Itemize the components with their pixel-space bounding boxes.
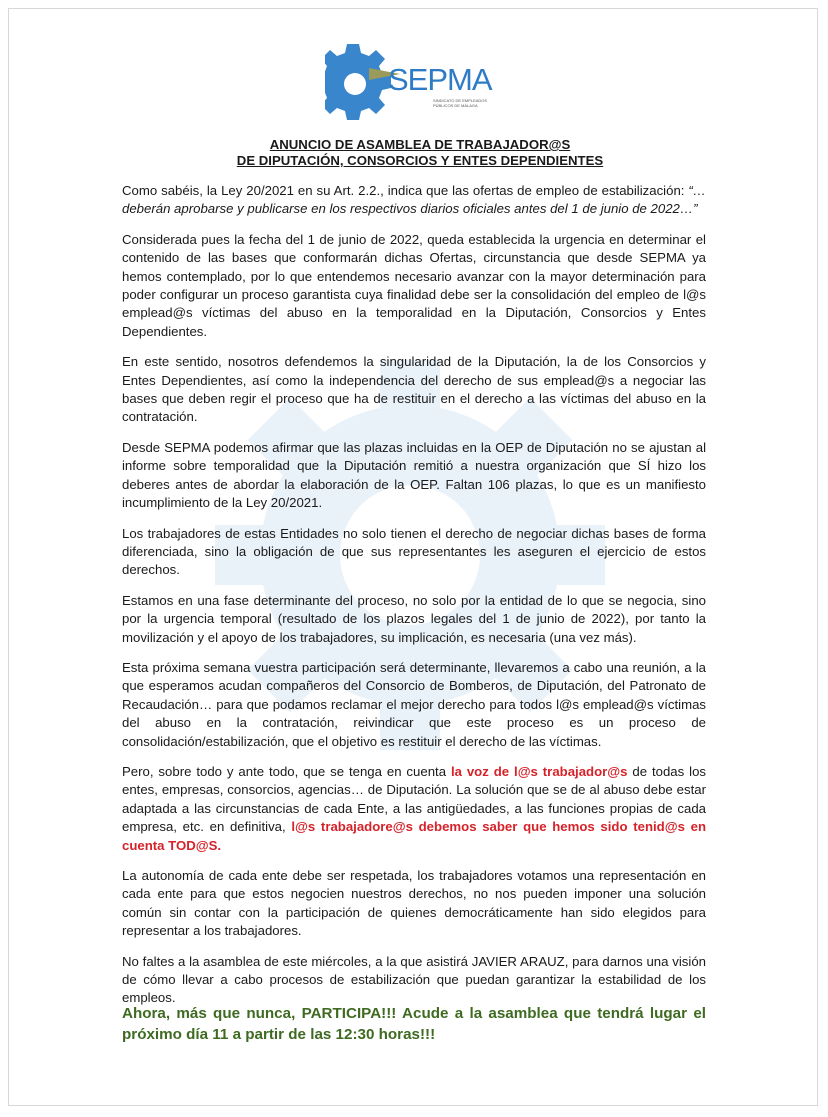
paragraph-1-text: Como sabéis, la Ley 20/2021 en su Art. 2.2., indica que las ofertas de empleo de estabilización:: [122, 183, 685, 198]
paragraph-10: No faltes a la asamblea de este miércoles, a la que asistirá JAVIER ARAUZ, para darnos una visión de cómo llevar a cabo procesos de estabilización que puedan garantizar la estabilidad de los empleos.: [122, 953, 706, 1006]
document-title: [122, 137, 718, 169]
paragraph-8-part-b: de todas los entes, empresas, consorcios, agencias… de Diputación. La solución que se de al abuso debe estar adaptada a las circunstancias de cada Ente, a las antigüedades, a las funciones propias de cada empresa, etc. en definitiva,: [122, 763, 706, 835]
paragraph-9: La autonomía de cada ente debe ser respetada, los trabajadores votamos una representación en cada ente para que estos negocien nuestros derechos, no nos pueden imponer una solución común sin contar con la participación de quienes democráticamente han sido elegidos para representar a los trabajadores.: [122, 868, 706, 939]
paragraph-3: En este sentido, nosotros defendemos la singularidad de la Diputación, la de los Consorcios y Entes Dependientes, así como la independencia del derecho de sus emplead@s a negociar las bases que deben regir el proceso que ha de restituir en el derecho a las víctimas del abuso en la contratación.: [122, 354, 706, 425]
highlight-workers-voice: la voz de l@s trabajador@s: [450, 763, 628, 779]
paragraph-8-part-a: Pero, sobre todo y ante todo, que se tenga en cuenta: [122, 763, 451, 779]
highlight-all-counted: l@s trabajadore@s debemos saber que hemos sido tenid@s en cuenta TOD@S.: [122, 819, 706, 853]
paragraph-7: Esta próxima semana vuestra participación será determinante, llevaremos a cabo una reunión, a la que esperamos acudan compañeros del Consorcio de Bomberos, de Diputación, del Patronato de Recaudación… para que podamos reclamar el mejor derecho para todos l@s emplead@s víctimas del abuso en la contratación, reivindicar que este proceso es un proceso de consolidación/estabilización, que el objetivo es restituir el derecho de las víctimas.: [122, 659, 706, 749]
paragraph-4: Desde SEPMA podemos afirmar que las plazas incluidas en la OEP de Diputación no se ajustan al informe sobre temporalidad que la Diputación remitió a nuestra organización que SÍ hizo los deberes antes de abordar la elaboración de la OEP. Faltan 106 plazas, lo que es un manifiesto incumplimiento de la Ley 20/2021.: [122, 439, 706, 511]
law-quote: “…deberán aprobarse y publicarse en los respectivos diarios oficiales antes del 1 de junio de 2022…”: [122, 183, 706, 217]
paragraph-1: [122, 182, 706, 219]
logo-subtitle: SINDICATO DE EMPLEADOS PÚBLICOS DE MÁLAGA: [433, 98, 488, 108]
title-line-1: ANUNCIO DE ASAMBLEA DE TRABAJADOR@S: [269, 137, 571, 152]
paragraph-5: Los trabajadores de estas Entidades no solo tienen el derecho de negociar dichas bases de forma diferenciada, sino la obligación de que sus representantes les aseguren el ejercicio de estos derechos.: [122, 525, 706, 578]
logo-wordmark: SEPMA: [388, 62, 492, 97]
document-body: [122, 182, 706, 1020]
title-line-2: DE DIPUTACIÓN, CONSORCIOS Y ENTES DEPENDIENTES: [236, 153, 604, 168]
paragraph-6: Estamos en una fase determinante del proceso, no solo por la entidad de lo que se negocia, sino por la urgencia temporal (resultado de los plazos legales del 1 de junio de 2022), por tanto la movilización y el apoyo de los trabajadores, su implicación, es necesaria (una vez más).: [122, 592, 706, 645]
paragraph-8: [122, 763, 706, 855]
paragraph-2: Considerada pues la fecha del 1 de junio de 2022, queda establecida la urgencia en determinar el contenido de las bases que conformarán dichas Ofertas, circunstancia que desde SEPMA ya hemos contemplado, por lo que entendemos necesario avanzar con la mayor determinación para poder configurar un proceso garantista cuya finalidad debe ser la consolidación del empleo de l@s emplead@s víctimas del abuso en la temporalidad en la Diputación, Consorcios y Entes Dependientes.: [122, 231, 706, 339]
sepma-logo: [325, 40, 505, 122]
closing-call-to-action: Ahora, más que nunca, PARTICIPA!!! Acude a la asamblea que tendrá lugar el próximo día 11 a partir de las 12:30 horas!!!: [122, 1005, 706, 1043]
